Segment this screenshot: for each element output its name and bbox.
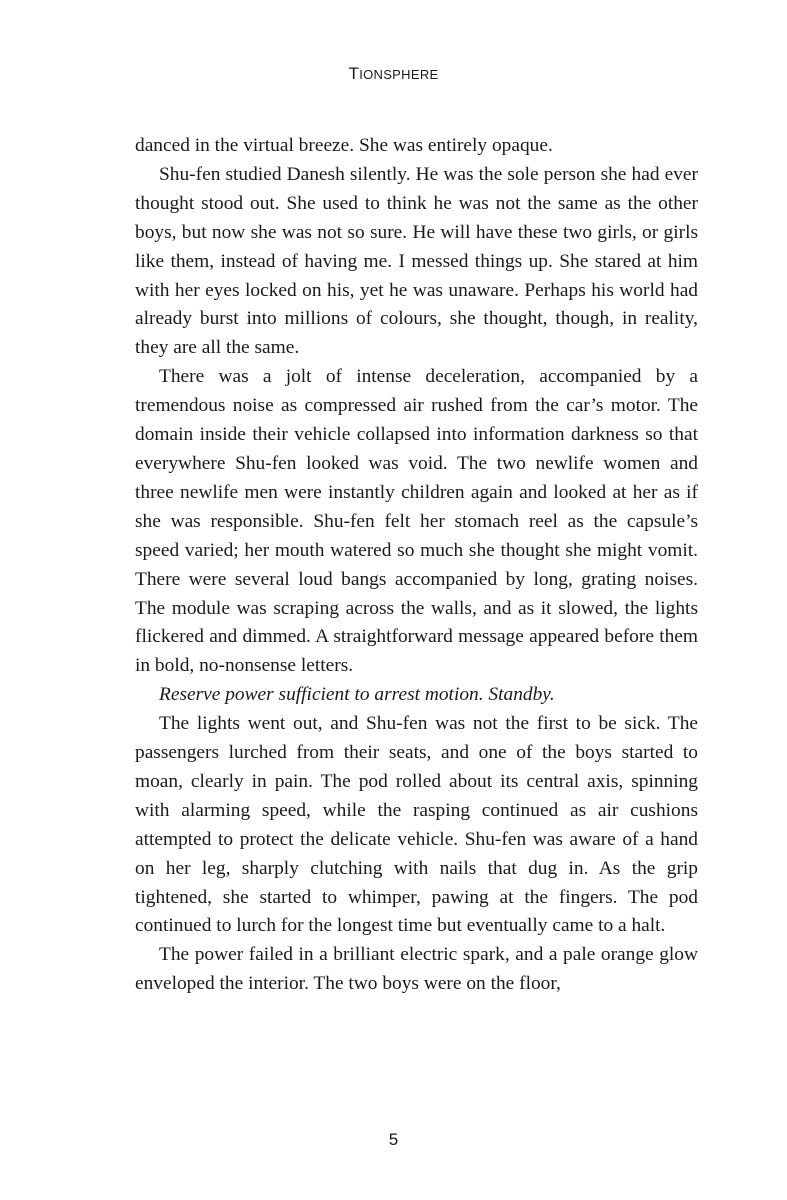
paragraph-italic-message: Reserve power sufficient to arrest motion. Standby.	[159, 684, 555, 706]
running-head-rest: IONSPHERE	[359, 67, 439, 82]
paragraph: Shu-fen studied Danesh silently. He was the sole person she had ever thought stood out. She used to think he was not the same as the other boys, but now she was not so sure. He will have these two girls, or girls like them, instead of having me. I messed things up. She stared at him with her eyes locked on his, yet he was unaware. Perhaps his world had already burst into millions of colours, she thought, though, in reality, they are all the same.	[135, 163, 698, 359]
paragraph: The lights went out, and Shu-fen was not the first to be sick. The passengers lurched from their seats, and one of the boys started to moan, clearly in pain. The pod rolled about its central axis, spinning with alarming speed, while the rasping continued as air cushions attempted to protect the delicate vehicle. Shu-fen was aware of a hand on her leg, sharply clutching with nails that dug in. As the grip tightened, she started to whimper, pawing at the fingers. The pod continued to lurch for the longest time but eventually came to a halt.	[135, 713, 698, 937]
running-head-initial: T	[348, 64, 360, 83]
paragraph: There was a jolt of intense deceleration, accompanied by a tremendous noise as compressed air rushed from the car’s motor. The domain inside their vehicle collapsed into information darkness so that everywhere Shu-fen looked was void. The two newlife women and three newlife men were instantly children again and looked at her as if she was responsible. Shu-fen felt her stomach reel as the capsule’s speed varied; her mouth watered so much she thought she might vomit. There were several loud bangs accompanied by long, grating noises. The module was scraping across the walls, and as it slowed, the lights flickered and dimmed. A straightforward message appeared before them in bold, no-nonsense letters.	[135, 366, 698, 677]
running-head	[0, 64, 787, 84]
paragraph: The power failed in a brilliant electric spark, and a pale orange glow enveloped the interior. The two boys were on the floor,	[135, 944, 698, 995]
body-text	[135, 132, 698, 999]
paragraph-continuation: danced in the virtual breeze. She was entirely opaque.	[135, 135, 553, 156]
page-number: 5	[388, 1130, 399, 1149]
